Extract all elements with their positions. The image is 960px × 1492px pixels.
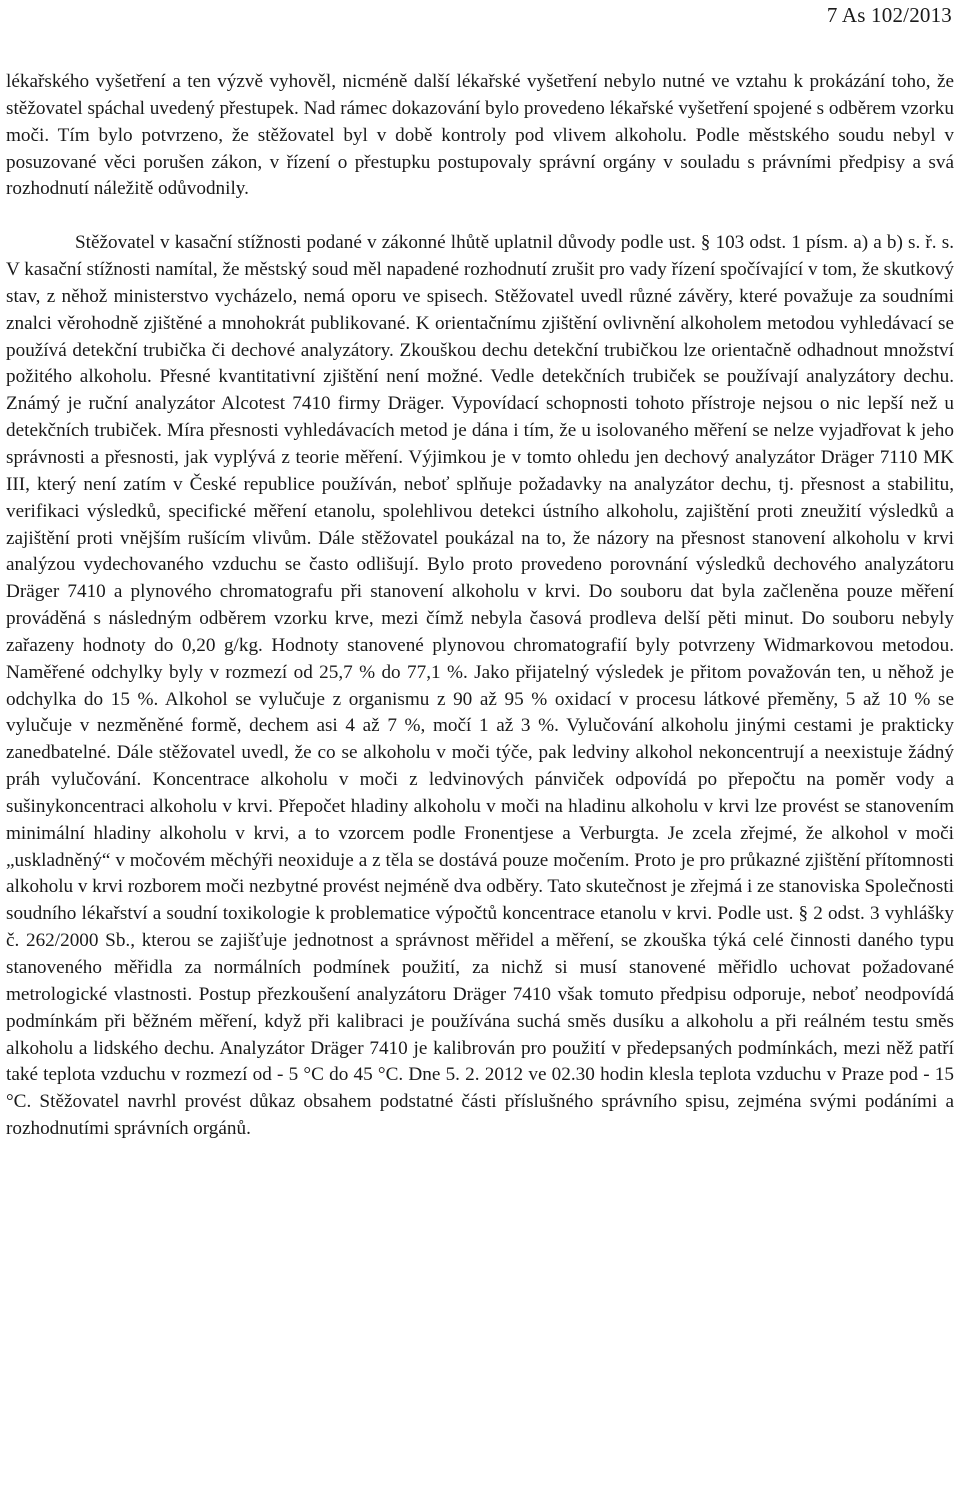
document-body bbox=[6, 69, 954, 1143]
paragraph-continuation: lékařského vyšetření a ten výzvě vyhověl, nicméně další lékařské vyšetření nebylo nutné ve vztahu k prokázání toho, že stěžovatel spáchal uvedený přestupek. Nad rámec dokazování bylo provedeno lékařské vyšetření spojené s odběrem vzorku moči. Tím bylo potvrzeno, že stěžovatel byl v době kontroly pod vlivem alkoholu. Podle městského soudu nebyl v posuzované věci porušen zákon, v řízení o přestupku postupovaly správní orgány v souladu s právními předpisy a svá rozhodnutí náležitě odůvodnily. bbox=[6, 71, 954, 200]
case-number-header: 7 As 102/2013 bbox=[826, 3, 952, 27]
paragraph-cassation-complaint: Stěžovatel v kasační stížnosti podané v zákonné lhůtě uplatnil důvody podle ust. § 103 odst. 1 písm. a) a b) s. ř. s. V kasační stížnosti namítal, že městský soud měl napadené rozhodnutí zrušit pro vady řízení spočívající v tom, že skutkový stav, z něhož ministerstvo vycházelo, nemá oporu ve spisech. Stěžovatel uvedl různé závěry, které považuje za soudními znalci věrohodně zjištěné a mnohokrát publikované. K orientačnímu zjištění ovlivnění alkoholem metodou vyhledávací se používá detekční trubička či dechové analyzátory. Zkouškou dechu detekční trubičkou lze orientačně odhadnout množství požitého alkoholu. Přesné kvantitativní zjištění není možné. Vedle detekčních trubiček se používají analyzátory dechu. Známý je ruční analyzátor Alcotest 7410 firmy Dräger. Vypovídací schopnosti tohoto přístroje nejsou o nic lepší než u detekčních trubiček. Míra přesnosti vyhledávacích metod je dána i tím, že u isolovaného měření se nelze vyjadřovat k jeho správnosti a přesnosti, jak vyplývá z teorie měření. Výjimkou je v tomto ohledu jen dechový analyzátor Dräger 7110 MK III, který není zatím v České republice používán, neboť splňuje požadavky na analyzátor dechu, tj. přesnost a stabilitu, verifikaci výsledků, specifické měření etanolu, spolehlivou detekci ústního alkoholu, zajištění proti zneužití výsledků a zajištění proti vnějším rušícím vlivům. Dále stěžovatel poukázal na to, že názory na přesnost stanovení alkoholu v krvi analýzou vydechovaného vzduchu se často odlišují. Bylo proto provedeno porovnání výsledků dechového analyzátoru Dräger 7410 a plynového chromatografu při stanovení alkoholu v krvi. Do souboru dat byla začleněna pouze měření prováděná s následným odběrem vzorku krve, mezi čímž nebyla časová prodleva delší pěti minut. Do souboru nebyly zařazeny hodnoty do 0,20 g/kg. Hodnoty stanovené plynovou chromatografií byly potvrzeny Widmarkovou metodou. Naměřené odchylky byly v rozmezí od 25,7 % do 77,1 %. Jako přijatelný výsledek je přitom považován ten, u něhož je odchylka do 15 %. Alkohol se vylučuje z organismu z 90 až 95 % oxidací v procesu látkové přeměny, 5 až 10 % se vylučuje v nezměněné formě, dechem asi 4 až 7 %, močí 1 až 3 %. Vylučování alkoholu jinými cestami je prakticky zanedbatelné. Dále stěžovatel uvedl, že co se alkoholu v moči týče, pak ledviny alkohol nekoncentrují a neexistuje žádný práh vylučování. Koncentrace alkoholu v moči z ledvinových pánviček odpovídá po přepočtu na poměr vody a sušinykoncentraci alkoholu v krvi. Přepočet hladiny alkoholu v moči na hladinu alkoholu v krvi lze provést se stanovením minimální hladiny alkoholu v krvi, a to vzorcem podle Fronentjese a Verburgta. Je zcela zřejmé, že alkohol v moči „uskladněný“ v močovém měchýři neoxiduje a z těla se dostává pouze močením. Proto je pro průkazné zjištění přítomnosti alkoholu v krvi rozborem moči nezbytné provést nejméně dva odběry. Tato skutečnost je zřejmá i ze stanoviska Společnosti soudního lékařství a soudní toxikologie k problematice výpočtů koncentrace etanolu v krvi. Podle ust. § 2 odst. 3 vyhlášky č. 262/2000 Sb., kterou se zajišťuje jednotnost a správnost měřidel a měření, se zkouška týká celé činnosti daného typu stanoveného měřidla za normálních podmínek použití, za nichž si musí stanovené měřidlo uchovat požadované metrologické vlastnosti. Postup přezkoušení analyzátoru Dräger 7410 však tomuto předpisu odporuje, neboť neodpovídá podmínkám při běžném měření, když při kalibraci je používána suchá směs dusíku a alkoholu a při reálném testu směs alkoholu a lidského dechu. Analyzátor Dräger 7410 je kalibrován pro použití v předepsaných podmínkách, mezi něž patří také teplota vzduchu v rozmezí od - 5 °C do 45 °C. Dne 5. 2. 2012 ve 02.30 hodin klesla teplota vzduchu v Praze pod - 15 °C. Stěžovatel navrhl provést důkaz obsahem podstatné části příslušného správního spisu, zejména svými podáními a rozhodnutími správních orgánů. bbox=[6, 232, 954, 1140]
